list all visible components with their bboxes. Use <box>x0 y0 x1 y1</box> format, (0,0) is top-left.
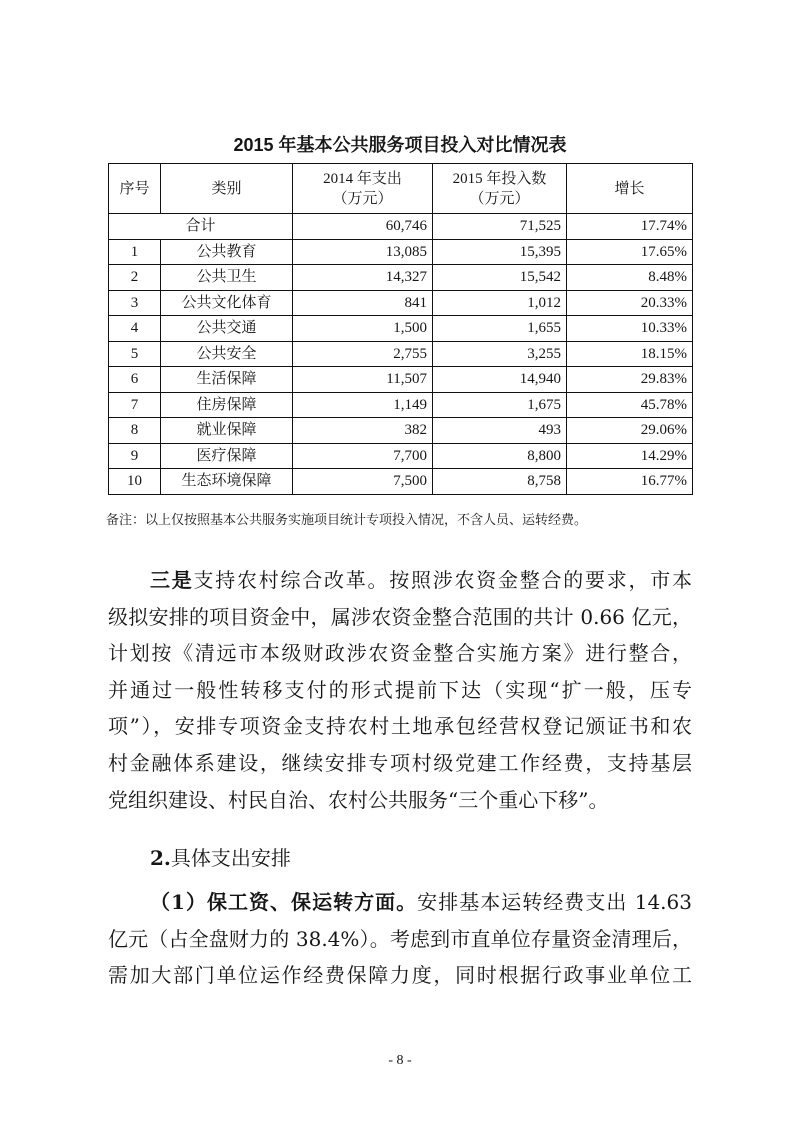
cell-growth: 20.33% <box>567 290 693 316</box>
table-total-row <box>109 214 693 240</box>
paragraph-lead: （1）保工资、保运转方面。 <box>150 890 418 914</box>
header-2014-label: 2014 年支出 <box>323 170 402 187</box>
cell-no: 9 <box>109 443 161 469</box>
cell-category: 公共安全 <box>161 341 293 367</box>
cell-category: 就业保障 <box>161 418 293 444</box>
paragraph-wages-operations <box>108 884 692 994</box>
header-2014-unit: （万元） <box>332 190 393 207</box>
cell-growth: 10.33% <box>567 316 693 342</box>
cell-2015-investment: 3,255 <box>433 341 567 367</box>
paragraph-line: 计划按《清远市本级财政涉农资金整合实施方案》进行整合， <box>108 641 692 666</box>
cell-2014-spending: 7,700 <box>293 443 433 469</box>
cell-2014-spending: 7,500 <box>293 469 433 495</box>
cell-no: 7 <box>109 392 161 418</box>
paragraph-lead: 三是 <box>150 568 194 592</box>
cell-growth: 29.06% <box>567 418 693 444</box>
cell-category: 生活保障 <box>161 367 293 393</box>
cell-no: 1 <box>109 239 161 265</box>
cell-2015-investment: 8,800 <box>433 443 567 469</box>
total-label: 合计 <box>109 214 293 240</box>
section-heading <box>108 840 692 877</box>
header-2014-spending <box>293 164 433 214</box>
table-row <box>109 443 693 469</box>
total-2015: 71,525 <box>433 214 567 240</box>
cell-2014-spending: 13,085 <box>293 239 433 265</box>
header-2015-label: 2015 年投入数 <box>452 170 547 187</box>
service-investment-table <box>108 163 693 495</box>
cell-category: 公共文化体育 <box>161 290 293 316</box>
paragraph-line: 亿元（占全盘财力的 38.4%）。考虑到市直单位存量资金清理后， <box>108 926 692 951</box>
header-growth: 增长 <box>567 164 693 214</box>
cell-category: 公共交通 <box>161 316 293 342</box>
cell-growth: 18.15% <box>567 341 693 367</box>
table-row <box>109 265 693 291</box>
paragraph-line: 党组织建设、村民自治、农村公共服务“三个重心下移”。 <box>108 787 609 812</box>
cell-category: 公共卫生 <box>161 265 293 291</box>
table-header-row <box>109 164 693 214</box>
cell-growth: 45.78% <box>567 392 693 418</box>
cell-no: 5 <box>109 341 161 367</box>
header-category: 类别 <box>161 164 293 214</box>
cell-2015-investment: 15,395 <box>433 239 567 265</box>
paragraph-text: 安排基本运转经费支出 14.63 <box>417 890 692 914</box>
cell-no: 4 <box>109 316 161 342</box>
cell-growth: 16.77% <box>567 469 693 495</box>
cell-no: 3 <box>109 290 161 316</box>
paragraph-line: 级拟安排的项目资金中，属涉农资金整合范围的共计 0.66 亿元， <box>108 604 692 629</box>
table-row <box>109 341 693 367</box>
cell-2014-spending: 1,500 <box>293 316 433 342</box>
table-row <box>109 392 693 418</box>
cell-2015-investment: 493 <box>433 418 567 444</box>
cell-2015-investment: 1,012 <box>433 290 567 316</box>
cell-2014-spending: 382 <box>293 418 433 444</box>
paragraph-text: 支持农村综合改革。按照涉农资金整合的要求，市本 <box>193 568 692 592</box>
table-row <box>109 290 693 316</box>
header-no: 序号 <box>109 164 161 214</box>
cell-growth: 8.48% <box>567 265 693 291</box>
header-2015-investment <box>433 164 567 214</box>
table-body <box>109 214 693 495</box>
cell-category: 生态环境保障 <box>161 469 293 495</box>
cell-2014-spending: 14,327 <box>293 265 433 291</box>
cell-2014-spending: 2,755 <box>293 341 433 367</box>
paragraph-line <box>108 562 692 599</box>
total-2014: 60,746 <box>293 214 433 240</box>
cell-2014-spending: 841 <box>293 290 433 316</box>
table-row <box>109 418 693 444</box>
paragraph-line: 需加大部门单位运作经费保障力度，同时根据行政事业单位工 <box>108 963 692 988</box>
section-number: 2. <box>150 846 171 870</box>
total-growth: 17.74% <box>567 214 693 240</box>
table-row <box>109 239 693 265</box>
cell-no: 8 <box>109 418 161 444</box>
cell-2015-investment: 1,655 <box>433 316 567 342</box>
cell-no: 2 <box>109 265 161 291</box>
table-row <box>109 469 693 495</box>
cell-growth: 14.29% <box>567 443 693 469</box>
cell-2015-investment: 14,940 <box>433 367 567 393</box>
cell-2015-investment: 8,758 <box>433 469 567 495</box>
cell-no: 10 <box>109 469 161 495</box>
table-row <box>109 367 693 393</box>
paragraph-line: 项”），安排专项资金支持农村土地承包经营权登记颁证书和农 <box>108 714 692 739</box>
cell-growth: 17.65% <box>567 239 693 265</box>
cell-2014-spending: 11,507 <box>293 367 433 393</box>
section-title: 具体支出安排 <box>170 846 291 870</box>
cell-category: 公共教育 <box>161 239 293 265</box>
page-number: - 8 - <box>388 1053 412 1068</box>
section-heading-line <box>108 840 692 877</box>
cell-category: 住房保障 <box>161 392 293 418</box>
paragraph-line: 村金融体系建设，继续安排专项村级党建工作经费，支持基层 <box>108 750 692 775</box>
paragraph-rural-reform <box>108 562 692 818</box>
cell-no: 6 <box>109 367 161 393</box>
table-title: 2015 年基本公共服务项目投入对比情况表 <box>233 135 567 155</box>
table-row <box>109 316 693 342</box>
paragraph-line <box>108 884 692 921</box>
header-2015-unit: （万元） <box>469 190 530 207</box>
cell-growth: 29.83% <box>567 367 693 393</box>
table-note: 备注：以上仅按照基本公共服务实施项目统计专项投入情况，不含人员、运转经费。 <box>106 513 588 528</box>
cell-2014-spending: 1,149 <box>293 392 433 418</box>
cell-category: 医疗保障 <box>161 443 293 469</box>
paragraph-line: 并通过一般性转移支付的形式提前下达（实现“扩一般，压专 <box>108 677 692 702</box>
cell-2015-investment: 15,542 <box>433 265 567 291</box>
cell-2015-investment: 1,675 <box>433 392 567 418</box>
